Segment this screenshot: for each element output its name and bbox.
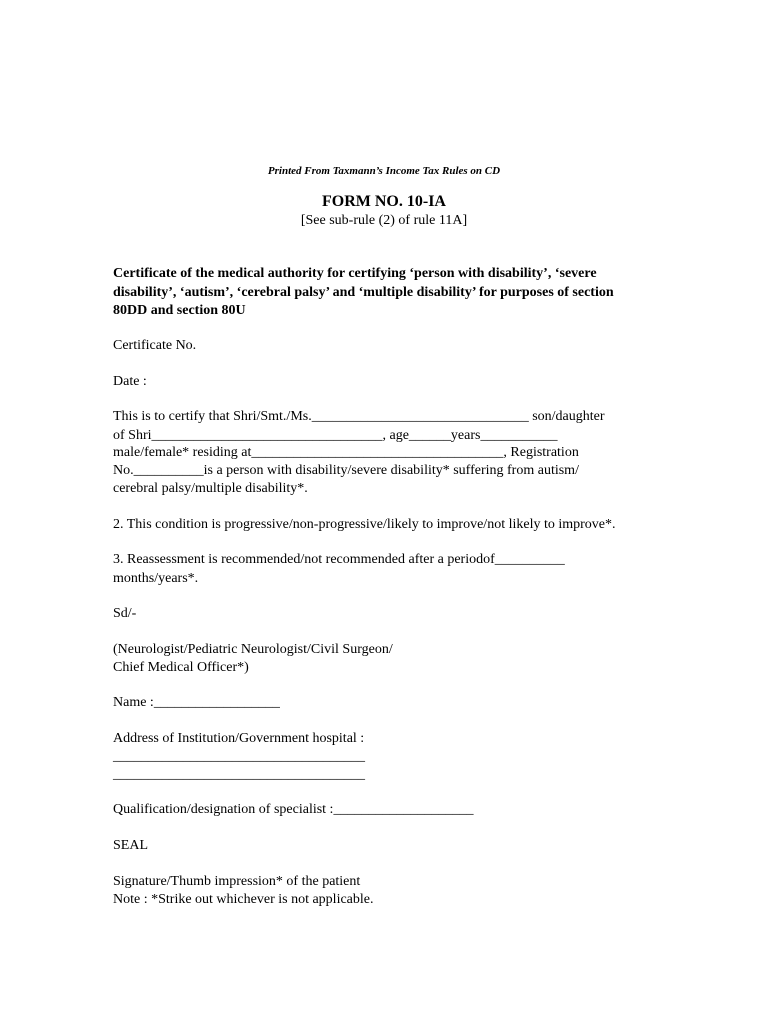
certify-line-4: No.__________is a person with disability/severe disability* suffering from autism/ bbox=[113, 463, 579, 478]
certify-line-3: male/female* residing at____________________________________, Registration bbox=[113, 445, 579, 460]
form-title: FORM NO. 10-IA bbox=[322, 193, 446, 210]
address-blank-2: ____________________________________ bbox=[113, 767, 365, 782]
certificate-heading-line-1: Certificate of the medical authority for certifying ‘person with disability’, ‘severe bbox=[113, 266, 597, 281]
sd-label: Sd/- bbox=[113, 606, 137, 621]
date-label: Date : bbox=[113, 374, 147, 389]
note-line: Note : *Strike out whichever is not applicable. bbox=[113, 892, 374, 907]
clause-3-line-1: 3. Reassessment is recommended/not recommended after a periodof__________ bbox=[113, 552, 565, 567]
address-blank-1: ____________________________________ bbox=[113, 749, 365, 764]
seal-label: SEAL bbox=[113, 838, 148, 853]
header-note: Printed From Taxmann’s Income Tax Rules on CD bbox=[267, 165, 501, 177]
authority-line-2: Chief Medical Officer*) bbox=[113, 660, 249, 675]
certify-line-5: cerebral palsy/multiple disability*. bbox=[113, 481, 308, 496]
clause-3-line-2: months/years*. bbox=[113, 571, 199, 586]
certify-line-2: of Shri_________________________________, age______years___________ bbox=[113, 428, 558, 443]
name-field: Name :__________________ bbox=[113, 695, 280, 710]
clause-2: 2. This condition is progressive/non-progressive/likely to improve/not likely to improve*. bbox=[113, 517, 616, 532]
authority-line-1: (Neurologist/Pediatric Neurologist/Civil Surgeon/ bbox=[113, 642, 393, 657]
qualification-field: Qualification/designation of specialist :____________________ bbox=[113, 802, 474, 817]
certificate-heading-line-2: disability’, ‘autism’, ‘cerebral palsy’ and ‘multiple disability’ for purposes of section bbox=[113, 285, 614, 300]
certificate-no-label: Certificate No. bbox=[113, 338, 197, 353]
certificate-heading-line-3: 80DD and section 80U bbox=[113, 303, 246, 318]
certify-line-1: This is to certify that Shri/Smt./Ms._______________________________ son/daughter bbox=[113, 409, 605, 424]
address-label: Address of Institution/Government hospital : bbox=[113, 731, 365, 746]
form-subtitle: [See sub-rule (2) of rule 11A] bbox=[300, 213, 468, 228]
signature-line: Signature/Thumb impression* of the patient bbox=[113, 874, 361, 889]
